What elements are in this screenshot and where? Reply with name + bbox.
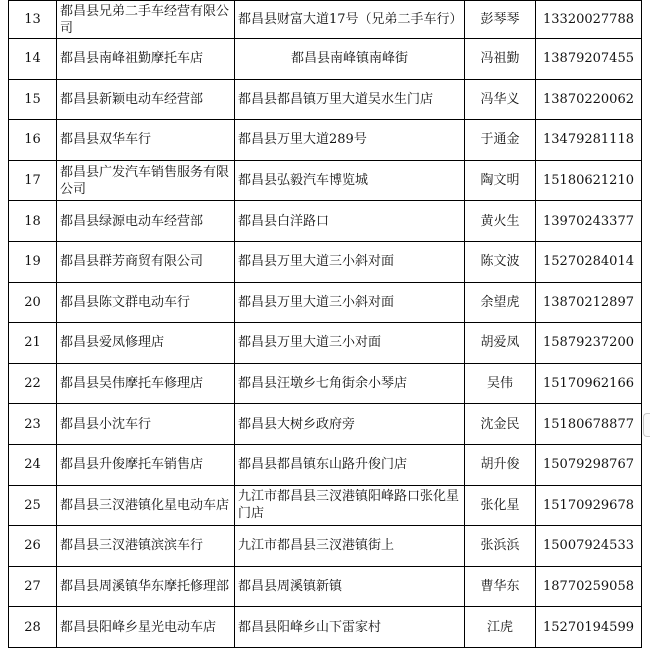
business-address: 九江市都昌县三汊港镇阳峰路口张化星门店 (235, 485, 465, 526)
business-address: 都昌县财富大道17号（兄弟二手车行） (235, 1, 465, 39)
row-number: 15 (9, 79, 57, 120)
row-number: 25 (9, 485, 57, 526)
business-address: 都昌县大树乡政府旁 (235, 404, 465, 445)
page-edge-handle (643, 413, 650, 437)
table-row (9, 566, 642, 607)
dealer-table (8, 0, 642, 648)
row-number: 17 (9, 160, 57, 201)
dealer-table-body (9, 1, 642, 648)
phone-number: 13320027788 (536, 1, 642, 39)
table-row (9, 607, 642, 648)
phone-number: 13870220062 (536, 79, 642, 120)
business-name: 都昌县绿源电动车经营部 (57, 201, 235, 242)
contact-person: 曹华东 (465, 566, 536, 607)
phone-number: 15079298767 (536, 444, 642, 485)
phone-number: 15170962166 (536, 363, 642, 404)
business-address: 都昌县万里大道三小斜对面 (235, 282, 465, 323)
business-address: 都昌县都昌镇东山路升俊门店 (235, 444, 465, 485)
row-number: 24 (9, 444, 57, 485)
row-number: 21 (9, 323, 57, 364)
contact-person: 胡爱凤 (465, 323, 536, 364)
contact-person: 陶文明 (465, 160, 536, 201)
contact-person: 陈文波 (465, 241, 536, 282)
phone-number: 13870212897 (536, 282, 642, 323)
contact-person: 余望虎 (465, 282, 536, 323)
business-name: 都昌县双华车行 (57, 120, 235, 161)
business-address: 都昌县万里大道三小斜对面 (235, 241, 465, 282)
table-row (9, 363, 642, 404)
business-address: 都昌县万里大道289号 (235, 120, 465, 161)
table-row (9, 282, 642, 323)
table-row (9, 79, 642, 120)
business-name: 都昌县吴伟摩托车修理店 (57, 363, 235, 404)
phone-number: 15180621210 (536, 160, 642, 201)
phone-number: 15180678877 (536, 404, 642, 445)
contact-person: 张化星 (465, 485, 536, 526)
row-number: 19 (9, 241, 57, 282)
business-address: 都昌县都昌镇万里大道吴水生门店 (235, 79, 465, 120)
contact-person: 张浜浜 (465, 526, 536, 567)
table-row (9, 323, 642, 364)
business-name: 都昌县兄弟二手车经营有限公司 (57, 1, 235, 39)
table-row (9, 160, 642, 201)
table-row (9, 485, 642, 526)
row-number: 18 (9, 201, 57, 242)
contact-person: 江虎 (465, 607, 536, 648)
phone-number: 13879207455 (536, 39, 642, 80)
business-address: 都昌县万里大道三小对面 (235, 323, 465, 364)
contact-person: 于通金 (465, 120, 536, 161)
business-name: 都昌县陈文群电动车行 (57, 282, 235, 323)
business-name: 都昌县爱凤修理店 (57, 323, 235, 364)
business-address: 都昌县弘毅汽车博览城 (235, 160, 465, 201)
row-number: 27 (9, 566, 57, 607)
contact-person: 彭琴琴 (465, 1, 536, 39)
table-row (9, 241, 642, 282)
row-number: 20 (9, 282, 57, 323)
row-number: 23 (9, 404, 57, 445)
contact-person: 黄火生 (465, 201, 536, 242)
business-name: 都昌县三汊港镇化星电动车店 (57, 485, 235, 526)
row-number: 13 (9, 1, 57, 39)
row-number: 22 (9, 363, 57, 404)
row-number: 28 (9, 607, 57, 648)
phone-number: 18770259058 (536, 566, 642, 607)
business-name: 都昌县升俊摩托车销售店 (57, 444, 235, 485)
business-name: 都昌县南峰祖勤摩托车店 (57, 39, 235, 80)
business-name: 都昌县群芳商贸有限公司 (57, 241, 235, 282)
phone-number: 15007924533 (536, 526, 642, 567)
business-name: 都昌县小沈车行 (57, 404, 235, 445)
business-address: 九江市都昌县三汊港镇街上 (235, 526, 465, 567)
table-row (9, 526, 642, 567)
table-row (9, 120, 642, 161)
table-row (9, 404, 642, 445)
business-address: 都昌县白洋路口 (235, 201, 465, 242)
table-row (9, 444, 642, 485)
phone-number: 15170929678 (536, 485, 642, 526)
contact-person: 吴伟 (465, 363, 536, 404)
table-row (9, 39, 642, 80)
phone-number: 15270284014 (536, 241, 642, 282)
contact-person: 冯华义 (465, 79, 536, 120)
business-name: 都昌县阳峰乡星光电动车店 (57, 607, 235, 648)
contact-person: 沈金民 (465, 404, 536, 445)
phone-number: 13479281118 (536, 120, 642, 161)
table-row (9, 201, 642, 242)
business-name: 都昌县广发汽车销售服务有限公司 (57, 160, 235, 201)
business-address: 都昌县汪墩乡七角街余小琴店 (235, 363, 465, 404)
phone-number: 15879237200 (536, 323, 642, 364)
business-address: 都昌县南峰镇南峰街 (235, 39, 465, 80)
business-name: 都昌县三汊港镇滨滨车行 (57, 526, 235, 567)
contact-person: 胡升俊 (465, 444, 536, 485)
phone-number: 13970243377 (536, 201, 642, 242)
contact-person: 冯祖勤 (465, 39, 536, 80)
business-address: 都昌县周溪镇新镇 (235, 566, 465, 607)
row-number: 14 (9, 39, 57, 80)
business-address: 都昌县阳峰乡山下雷家村 (235, 607, 465, 648)
business-name: 都昌县新颖电动车经营部 (57, 79, 235, 120)
row-number: 26 (9, 526, 57, 567)
business-name: 都昌县周溪镇华东摩托修理部 (57, 566, 235, 607)
row-number: 16 (9, 120, 57, 161)
table-row (9, 1, 642, 39)
phone-number: 15270194599 (536, 607, 642, 648)
